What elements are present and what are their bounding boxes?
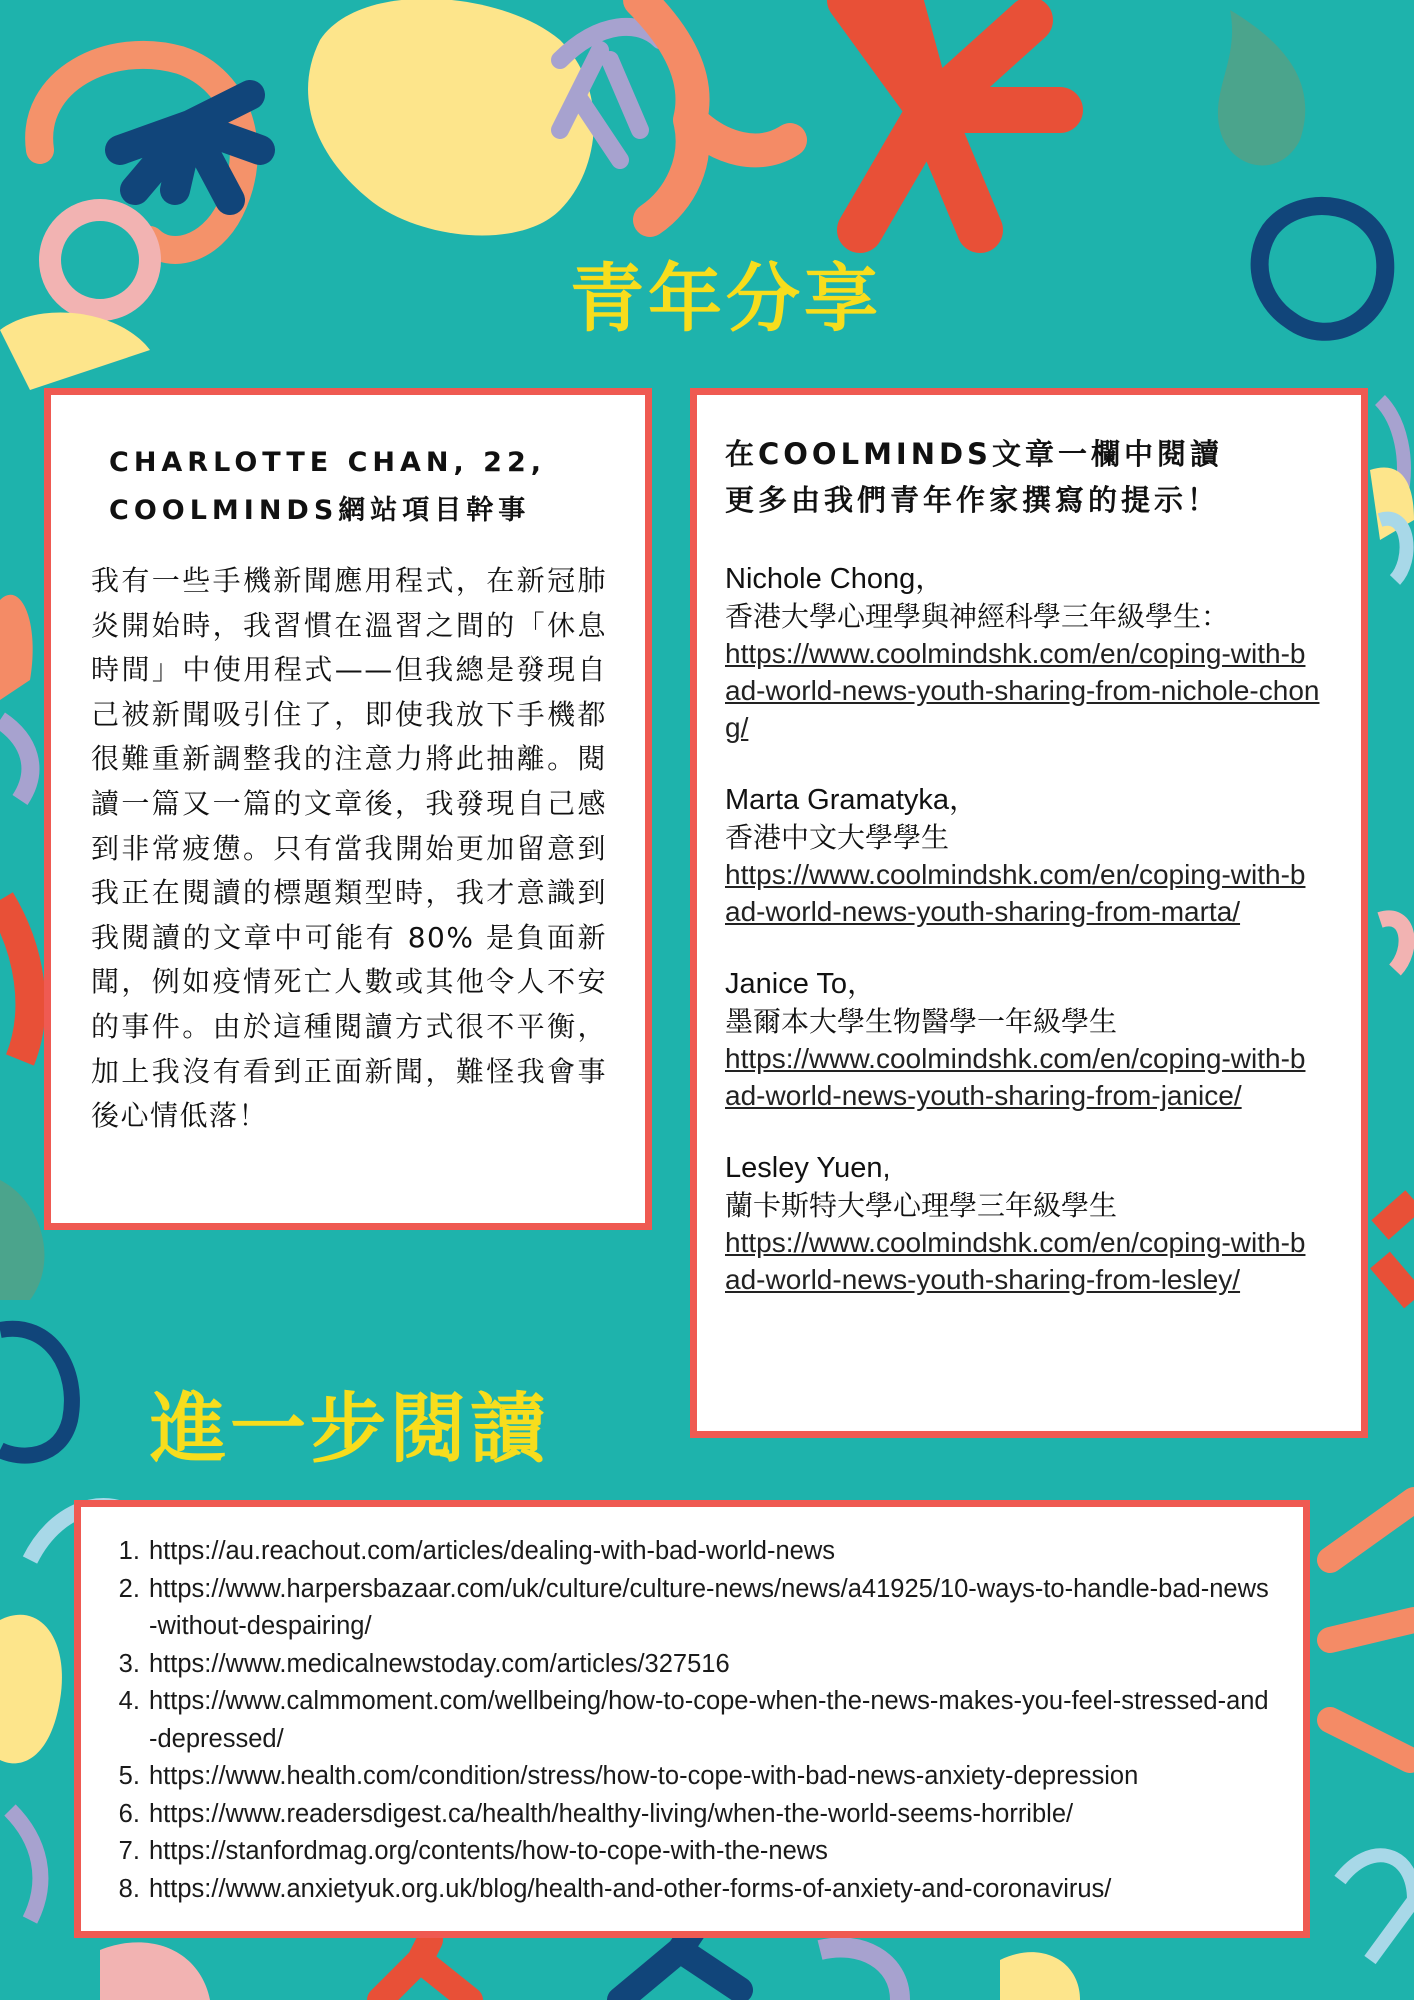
- red-coral-bottom: [380, 1940, 470, 2000]
- writer-name: Lesley Yuen,: [725, 1152, 891, 1184]
- writer-description: 香港大學心理學與神經科學三年級學生：: [725, 600, 1230, 633]
- writer-description: 墨爾本大學生物醫學一年級學生: [725, 1005, 1118, 1038]
- yellow-blob-top: [308, 0, 594, 235]
- yellow-blob-bottom-mid: [1000, 1952, 1080, 2000]
- references-card: [74, 1500, 1310, 1938]
- green-leaf-left: [0, 1180, 44, 1300]
- navy-ring-left: [0, 1329, 72, 1456]
- yellow-blob-left: [0, 313, 150, 390]
- reference-item[interactable]: 7. https://stanfordmag.org/contents/how-to-cope-with-the-news: [147, 1833, 1273, 1871]
- yellow-blob-bottom-left: [0, 1615, 62, 1764]
- lavender-leaf-bottom-left: [10, 1810, 40, 1920]
- author-name-line1: CHARLOTTE CHAN, 22,: [109, 447, 546, 478]
- writer-description: 香港中文大學學生: [725, 821, 950, 854]
- pink-blob-bottom: [100, 1942, 210, 2000]
- reference-item[interactable]: 2. https://www.harpersbazaar.com/uk/culture/culture-news/news/a41925/10-ways-to-handle-bad-news-without-despairing/: [147, 1571, 1273, 1646]
- reference-item[interactable]: 6. https://www.readersdigest.ca/health/healthy-living/when-the-world-seems-horrible/: [147, 1796, 1273, 1834]
- pink-ring-top: [50, 210, 150, 310]
- writer-entry: [725, 966, 1321, 1114]
- author-name: [109, 439, 607, 535]
- reference-item[interactable]: 5. https://www.health.com/condition/stress/how-to-cope-with-bad-news-anxiety-depression: [147, 1758, 1273, 1796]
- green-leaf-topright: [1218, 10, 1305, 165]
- pink-ring-right: [1380, 918, 1407, 970]
- writer-link[interactable]: https://www.coolmindshk.com/en/coping-with-bad-world-news-youth-sharing-from-lesley/: [725, 1227, 1306, 1295]
- salmon-coral-top: [640, 0, 790, 220]
- red-hand-top: [850, 0, 1060, 230]
- navy-ring-topright: [1260, 206, 1386, 332]
- reference-item[interactable]: 3. https://www.medicalnewstoday.com/articles/327516: [147, 1646, 1273, 1684]
- writer-description: 蘭卡斯特大學心理學三年級學生: [725, 1189, 1118, 1222]
- red-coral-right: [1380, 1200, 1414, 1300]
- youth-writers-heading-line1: 在COOLMINDS文章一欄中閱讀: [725, 437, 1223, 471]
- reference-item[interactable]: 8. https://www.anxietyuk.org.uk/blog/health-and-other-forms-of-anxiety-and-coronavirus/: [147, 1871, 1273, 1909]
- writer-link[interactable]: https://www.coolmindshk.com/en/coping-with-bad-world-news-youth-sharing-from-nichole-chong/: [725, 638, 1320, 743]
- salmon-coral-bottom-right: [1330, 1500, 1414, 1760]
- writer-link[interactable]: https://www.coolmindshk.com/en/coping-with-bad-world-news-youth-sharing-from-janice/: [725, 1043, 1306, 1111]
- reference-item[interactable]: 4. https://www.calmmoment.com/wellbeing/how-to-cope-when-the-news-makes-you-feel-stressed-and-depressed/: [147, 1683, 1273, 1758]
- writer-link[interactable]: https://www.coolmindshk.com/en/coping-with-bad-world-news-youth-sharing-from-marta/: [725, 859, 1306, 927]
- references-list: [111, 1533, 1273, 1908]
- writer-entry: [725, 782, 1321, 930]
- writer-entry: [725, 561, 1321, 746]
- red-coral-left: [0, 900, 30, 1060]
- writer-name: Janice To，: [725, 968, 876, 1000]
- youth-writers-card: [690, 388, 1368, 1438]
- author-story-text: 我有一些手機新聞應用程式，在新冠肺炎開始時，我習慣在溫習之間的「休息時間」中使用程式——但我總是發現自己被新聞吸引住了，即使我放下手機都很難重新調整我的注意力將此抽離。閱讀一篇又一篇的文章後，我發現自己感到非常疲憊。只有當我開始更加留意到我正在閱讀的標題類型時，我才意識到我閱讀的文章中可能有 80% 是負面新聞，例如疫情死亡人數或其他令人不安的事件。由於這種閱讀方式很不平衡，加上我沒有看到正面新聞，難怪我會事後心情低落！: [91, 564, 607, 1133]
- writer-entry: [725, 1150, 1321, 1298]
- writer-name: Marta Gramatyka，: [725, 784, 978, 816]
- reference-item[interactable]: 1. https://au.reachout.com/articles/dealing-with-bad-world-news: [147, 1533, 1273, 1571]
- youth-writers-heading-line2: 更多由我們青年作家撰寫的提示！: [725, 483, 1221, 517]
- lavender-leaf-bottom-mid: [820, 1947, 900, 2000]
- writer-name: Nichole Chong，: [725, 563, 945, 595]
- youth-sharing-heading: 青年分享: [570, 256, 882, 342]
- author-name-line2: COOLMINDS網站項目幹事: [109, 495, 531, 526]
- orange-blob-left: [0, 595, 33, 700]
- author-story-card: [44, 388, 652, 1230]
- youth-writers-heading: [725, 431, 1321, 523]
- blue-ring-bottom-right: [1340, 1855, 1414, 1960]
- lavender-leaf-left: [0, 720, 30, 800]
- further-reading-heading: 進一步閱讀: [150, 1384, 550, 1473]
